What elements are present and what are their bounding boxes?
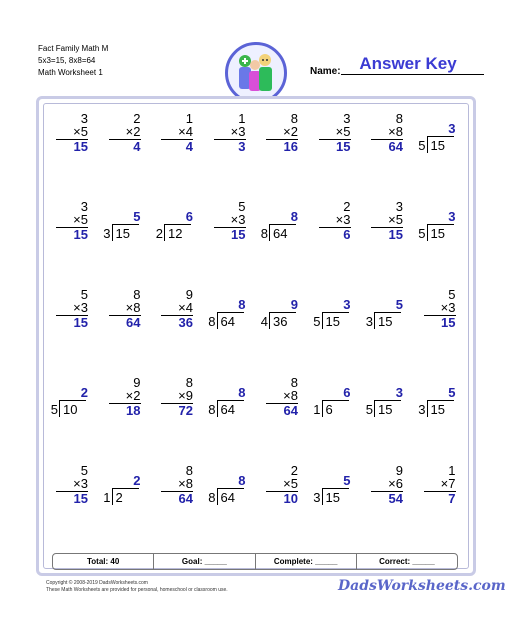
- answer: 7: [448, 491, 456, 506]
- multiplication-problem: [369, 464, 403, 505]
- factor-bottom: ×3: [73, 476, 88, 491]
- copyright-line-1: Copyright © 2008-2019 DadsWorksheets.com: [46, 580, 148, 586]
- answer: 2: [133, 473, 141, 488]
- factor-top: 3: [80, 111, 88, 126]
- answer: 3: [448, 121, 456, 136]
- problem-5-5: [256, 464, 308, 520]
- answer: 2: [80, 385, 88, 400]
- answer: 6: [185, 209, 193, 224]
- problem-1-1: [46, 112, 98, 168]
- dividend: 15: [115, 226, 130, 241]
- copyright-line-2: These Math Worksheets are provided for personal, homeschool or classroom use.: [46, 587, 228, 593]
- problem-3-5: [256, 288, 308, 344]
- multiplication-problem: [54, 288, 88, 329]
- multiplication-problem: [369, 112, 403, 153]
- divisor: 8: [208, 402, 216, 417]
- problem-5-6: [309, 464, 361, 520]
- answer: 15: [388, 227, 403, 242]
- division-problem: [414, 376, 458, 420]
- problem-2-4: [204, 200, 256, 256]
- problem-1-6: [309, 112, 361, 168]
- multiplication-problem: [369, 200, 403, 241]
- problem-5-2: [99, 464, 151, 520]
- dividend: 15: [325, 314, 340, 329]
- answer: 8: [238, 473, 246, 488]
- multiplication-problem: [422, 464, 456, 505]
- answer: 16: [283, 139, 298, 154]
- brand-part-2: Worksheets.com: [376, 578, 506, 594]
- multiplication-problem: [107, 376, 141, 417]
- dividend: 64: [220, 314, 235, 329]
- factor-bottom: ×5: [283, 476, 298, 491]
- factor-bottom: ×8: [178, 476, 193, 491]
- factor-top: 8: [133, 287, 141, 302]
- dividend: 15: [430, 138, 445, 153]
- family-icon: [225, 42, 287, 104]
- multiplication-problem: [212, 200, 246, 241]
- factor-top: 8: [395, 111, 403, 126]
- multiplication-problem: [317, 112, 351, 153]
- problem-1-7: [361, 112, 413, 168]
- problem-5-3: [151, 464, 203, 520]
- factor-bottom: ×3: [230, 124, 246, 139]
- factor-bottom: ×3: [335, 212, 351, 227]
- factor-bottom: ×4: [178, 300, 193, 315]
- multiplication-problem: [54, 464, 88, 505]
- factor-top: 8: [185, 463, 193, 478]
- multiplication-problem: [107, 288, 141, 329]
- answer: 8: [290, 209, 298, 224]
- multiplication-problem: [264, 112, 298, 153]
- factor-bottom: ×3: [73, 300, 88, 315]
- divisor: 5: [313, 314, 321, 329]
- division-problem: [309, 464, 353, 508]
- factor-top: 9: [133, 375, 141, 390]
- answer: 64: [388, 139, 403, 154]
- division-problem: [309, 376, 353, 420]
- dividend: 15: [325, 490, 340, 505]
- dividend: 2: [115, 490, 123, 505]
- factor-top: 5: [238, 199, 246, 214]
- multiplication-problem: [422, 288, 456, 329]
- division-problem: [414, 200, 458, 244]
- answer: 64: [126, 315, 141, 330]
- answer: 3: [238, 139, 246, 154]
- answer: 15: [73, 491, 88, 506]
- divisor: 5: [50, 402, 58, 417]
- answer: 9: [290, 297, 298, 312]
- factor-top: 1: [185, 111, 193, 126]
- complete-field: Complete: _____: [256, 554, 357, 569]
- dividend: 15: [430, 226, 445, 241]
- problem-5-4: [204, 464, 256, 520]
- factor-bottom: ×2: [125, 388, 141, 403]
- dividend: 6: [325, 402, 333, 417]
- problem-3-6: [309, 288, 361, 344]
- problem-1-2: [99, 112, 151, 168]
- multiplication-problem: [54, 200, 88, 241]
- problem-4-3: [151, 376, 203, 432]
- copyright: [46, 580, 228, 594]
- answer: 4: [185, 139, 193, 154]
- problem-4-8: [414, 376, 466, 432]
- division-problem: [99, 200, 143, 244]
- answer: 6: [343, 385, 351, 400]
- problem-1-5: [256, 112, 308, 168]
- division-problem: [204, 464, 248, 508]
- brand-logo: [338, 578, 506, 594]
- factor-top: 2: [133, 111, 141, 126]
- dividend: 64: [273, 226, 288, 241]
- dividend: 15: [378, 402, 393, 417]
- problem-2-7: [361, 200, 413, 256]
- answer: 6: [343, 227, 351, 242]
- division-problem: [256, 200, 300, 244]
- factor-bottom: ×8: [283, 388, 298, 403]
- goal-field: Goal: _____: [154, 554, 255, 569]
- divisor: 8: [260, 226, 268, 241]
- worksheet-title: Fact Family Math M: [38, 44, 109, 53]
- division-problem: [46, 376, 90, 420]
- problem-2-1: [46, 200, 98, 256]
- divisor: 8: [208, 314, 216, 329]
- problem-4-1: [46, 376, 98, 432]
- answer: 3: [343, 297, 351, 312]
- factor-bottom: ×8: [125, 300, 141, 315]
- divisor: 3: [103, 226, 111, 241]
- worksheet-number: Math Worksheet 1: [38, 68, 103, 77]
- division-problem: [99, 464, 143, 508]
- answer: 18: [126, 403, 141, 418]
- worksheet-subtitle: 5x3=15, 8x8=64: [38, 56, 96, 65]
- name-label: Name:: [310, 66, 341, 77]
- problem-3-4: [204, 288, 256, 344]
- answer: 64: [283, 403, 298, 418]
- answer: 8: [238, 385, 246, 400]
- dividend: 64: [220, 490, 235, 505]
- multiplication-problem: [212, 112, 246, 153]
- answer: 54: [388, 491, 403, 506]
- factor-top: 3: [80, 199, 88, 214]
- factor-bottom: ×2: [125, 124, 141, 139]
- factor-top: 5: [80, 463, 88, 478]
- factor-bottom: ×2: [283, 124, 298, 139]
- answer: 3: [395, 385, 403, 400]
- multiplication-problem: [159, 112, 193, 153]
- answer: 15: [231, 227, 246, 242]
- divisor: 5: [365, 402, 373, 417]
- multiplication-problem: [317, 200, 351, 241]
- dividend: 12: [168, 226, 183, 241]
- divisor: 5: [418, 226, 426, 241]
- factor-top: 1: [448, 463, 456, 478]
- factor-top: 8: [290, 375, 298, 390]
- problem-1-4: [204, 112, 256, 168]
- divisor: 8: [208, 490, 216, 505]
- brand-part-1: Dads: [338, 578, 377, 594]
- factor-bottom: ×4: [178, 124, 193, 139]
- multiplication-problem: [159, 464, 193, 505]
- divisor: 2: [155, 226, 163, 241]
- problem-4-6: [309, 376, 361, 432]
- division-problem: [361, 376, 405, 420]
- multiplication-problem: [107, 112, 141, 153]
- problem-4-4: [204, 376, 256, 432]
- factor-bottom: ×6: [388, 476, 403, 491]
- answer: 15: [441, 315, 456, 330]
- answer-key-title: Answer Key: [359, 54, 457, 73]
- multiplication-problem: [264, 464, 298, 505]
- division-problem: [414, 112, 458, 156]
- problem-3-3: [151, 288, 203, 344]
- factor-top: 5: [80, 287, 88, 302]
- answer: 15: [73, 227, 88, 242]
- multiplication-problem: [159, 376, 193, 417]
- problem-2-5: [256, 200, 308, 256]
- name-line: [341, 74, 484, 75]
- division-problem: [204, 288, 248, 332]
- factor-bottom: ×5: [388, 212, 403, 227]
- problem-4-2: [99, 376, 151, 432]
- divisor: 3: [313, 490, 321, 505]
- answer: 36: [178, 315, 193, 330]
- factor-top: 8: [290, 111, 298, 126]
- factor-top: 2: [290, 463, 298, 478]
- dividend: 15: [378, 314, 393, 329]
- dividend: 15: [430, 402, 445, 417]
- divisor: 4: [260, 314, 268, 329]
- answer: 64: [178, 491, 193, 506]
- problem-3-1: [46, 288, 98, 344]
- divisor: 3: [418, 402, 426, 417]
- total-field: Total: 40: [53, 554, 154, 569]
- factor-top: 1: [238, 111, 246, 126]
- multiplication-problem: [54, 112, 88, 153]
- factor-bottom: ×5: [335, 124, 351, 139]
- divisor: 1: [313, 402, 321, 417]
- answer: 15: [73, 139, 88, 154]
- division-problem: [309, 288, 353, 332]
- factor-bottom: ×7: [440, 476, 456, 491]
- problem-2-2: [99, 200, 151, 256]
- dividend: 10: [63, 402, 78, 417]
- problem-1-3: [151, 112, 203, 168]
- answer: 15: [73, 315, 88, 330]
- factor-bottom: ×5: [73, 124, 88, 139]
- answer: 5: [343, 473, 351, 488]
- answer: 3: [448, 209, 456, 224]
- problem-3-2: [99, 288, 151, 344]
- problem-2-3: [151, 200, 203, 256]
- answer: 5: [448, 385, 456, 400]
- factor-top: 9: [185, 287, 193, 302]
- problem-grid: [46, 112, 466, 532]
- division-problem: [361, 288, 405, 332]
- answer: 4: [133, 139, 141, 154]
- problem-4-5: [256, 376, 308, 432]
- score-bar: [52, 553, 458, 570]
- answer: 8: [238, 297, 246, 312]
- factor-top: 3: [343, 111, 351, 126]
- answer: 72: [178, 403, 193, 418]
- problem-1-8: [414, 112, 466, 168]
- factor-bottom: ×9: [178, 388, 193, 403]
- factor-top: 3: [395, 199, 403, 214]
- factor-bottom: ×5: [73, 212, 88, 227]
- factor-bottom: ×3: [230, 212, 246, 227]
- dividend: 64: [220, 402, 235, 417]
- answer: 15: [336, 139, 351, 154]
- problem-3-8: [414, 288, 466, 344]
- worksheet-header: [38, 43, 108, 79]
- problem-4-7: [361, 376, 413, 432]
- division-problem: [204, 376, 248, 420]
- answer: 5: [395, 297, 403, 312]
- division-problem: [256, 288, 300, 332]
- divisor: 1: [103, 490, 111, 505]
- problem-2-6: [309, 200, 361, 256]
- problem-5-8: [414, 464, 466, 520]
- problem-2-8: [414, 200, 466, 256]
- answer: 10: [283, 491, 298, 506]
- factor-top: 8: [185, 375, 193, 390]
- answer: 5: [133, 209, 141, 224]
- correct-field: Correct: _____: [379, 557, 435, 566]
- factor-bottom: ×3: [440, 300, 456, 315]
- divisor: 5: [418, 138, 426, 153]
- problem-5-7: [361, 464, 413, 520]
- multiplication-problem: [159, 288, 193, 329]
- divisor: 3: [365, 314, 373, 329]
- problem-3-7: [361, 288, 413, 344]
- factor-top: 9: [395, 463, 403, 478]
- factor-top: 2: [343, 199, 351, 214]
- multiplication-problem: [264, 376, 298, 417]
- factor-top: 5: [448, 287, 456, 302]
- division-problem: [151, 200, 195, 244]
- factor-bottom: ×8: [388, 124, 403, 139]
- dividend: 36: [273, 314, 288, 329]
- problem-5-1: [46, 464, 98, 520]
